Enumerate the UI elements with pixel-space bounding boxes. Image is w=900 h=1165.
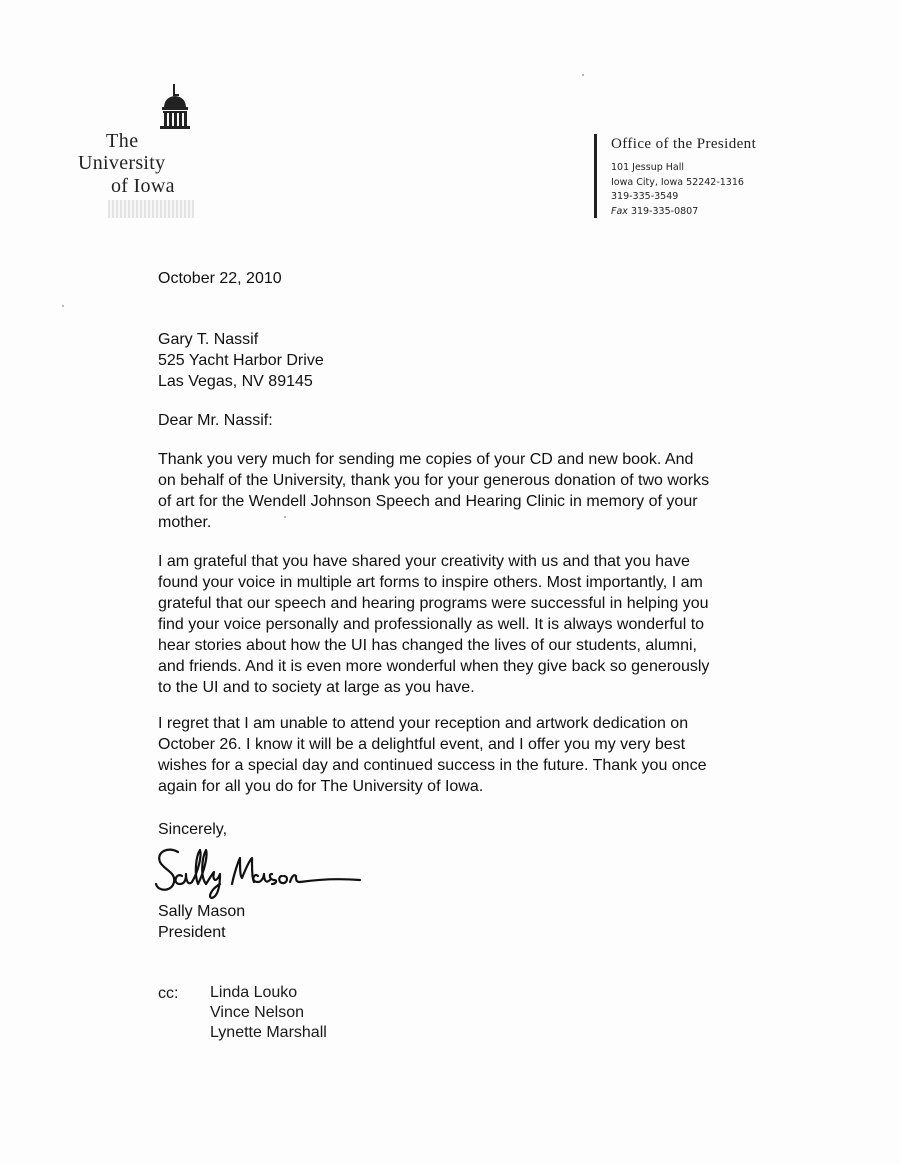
paragraph-line: again for all you do for The University of Iowa. <box>158 778 484 795</box>
paragraph-line: I am grateful that you have shared your creativity with us and that you have <box>158 553 690 570</box>
signer-block <box>158 901 245 943</box>
paragraph-line: mother. <box>158 514 212 531</box>
cc-label: cc: <box>158 985 179 1002</box>
office-address-line2: Iowa City, Iowa 52242-1316 <box>611 176 744 188</box>
recipient-name: Gary T. Nassif <box>158 331 259 348</box>
scan-speck <box>582 74 584 76</box>
office-address-line1: 101 Jessup Hall <box>611 162 685 173</box>
recipient-street: 525 Yacht Harbor Drive <box>158 352 324 369</box>
handwritten-signature <box>154 842 369 902</box>
cc-name: Lynette Marshall <box>210 1024 327 1041</box>
paragraph-line: October 26. I know it will be a delightful event, and I offer you my very best <box>158 736 686 753</box>
office-divider-rule <box>594 134 597 218</box>
recipient-city: Las Vegas, NV 89145 <box>158 373 313 390</box>
letter-date: October 22, 2010 <box>158 270 282 287</box>
paragraph-line: wishes for a special day and continued success in the future. Thank you once <box>158 757 707 774</box>
logo-line-the: The <box>106 130 139 152</box>
logo-line-of-iowa: of Iowa <box>111 175 175 197</box>
signer-title: President <box>158 924 226 941</box>
paragraph-line: found your voice in multiple art forms to inspire others. Most importantly, I am <box>158 574 703 591</box>
recipient-address <box>158 329 324 392</box>
office-fax <box>611 205 891 220</box>
office-phone: 319-335-3549 <box>611 191 679 202</box>
closing: Sincerely, <box>158 821 228 838</box>
salutation: Dear Mr. Nassif: <box>158 412 273 429</box>
scan-speck <box>62 305 64 307</box>
university-logo <box>78 84 203 219</box>
cc-list <box>210 983 327 1043</box>
paragraph-line: find your voice personally and professionally as well. It is always wonderful to <box>158 616 705 633</box>
body-paragraph-2 <box>158 551 709 698</box>
fax-number: 319-335-0807 <box>630 205 699 217</box>
paragraph-line: grateful that our speech and hearing programs were successful in helping you <box>158 595 709 612</box>
paragraph-line: I regret that I am unable to attend your reception and artwork dedication on <box>158 715 689 732</box>
signer-name: Sally Mason <box>158 903 246 920</box>
office-address-block <box>611 134 891 219</box>
paragraph-line: hear stories about how the UI has changed the lives of our students, alumni, <box>158 637 697 654</box>
logo-line-university: University <box>78 152 166 174</box>
paragraph-line: to the UI and to society at large as you have. <box>158 679 475 696</box>
cc-name: Linda Louko <box>210 984 298 1001</box>
scan-speck <box>284 516 286 518</box>
office-title: Office of the President <box>611 136 757 152</box>
paragraph-line: of art for the Wendell Johnson Speech and Hearing Clinic in memory of your <box>158 493 698 510</box>
fax-label: Fax <box>611 205 628 217</box>
paragraph-line: and friends. And it is even more wonderful when they give back so generously <box>158 658 710 675</box>
paragraph-line: on behalf of the University, thank you for your generous donation of two works <box>158 472 710 489</box>
cc-name: Vince Nelson <box>210 1004 304 1021</box>
paragraph-line: Thank you very much for sending me copies of your CD and new book. And <box>158 451 694 468</box>
body-paragraph-3 <box>158 713 706 797</box>
body-paragraph-1 <box>158 449 709 533</box>
old-capitol-dome-icon <box>154 84 196 132</box>
logo-smudge <box>108 200 194 218</box>
